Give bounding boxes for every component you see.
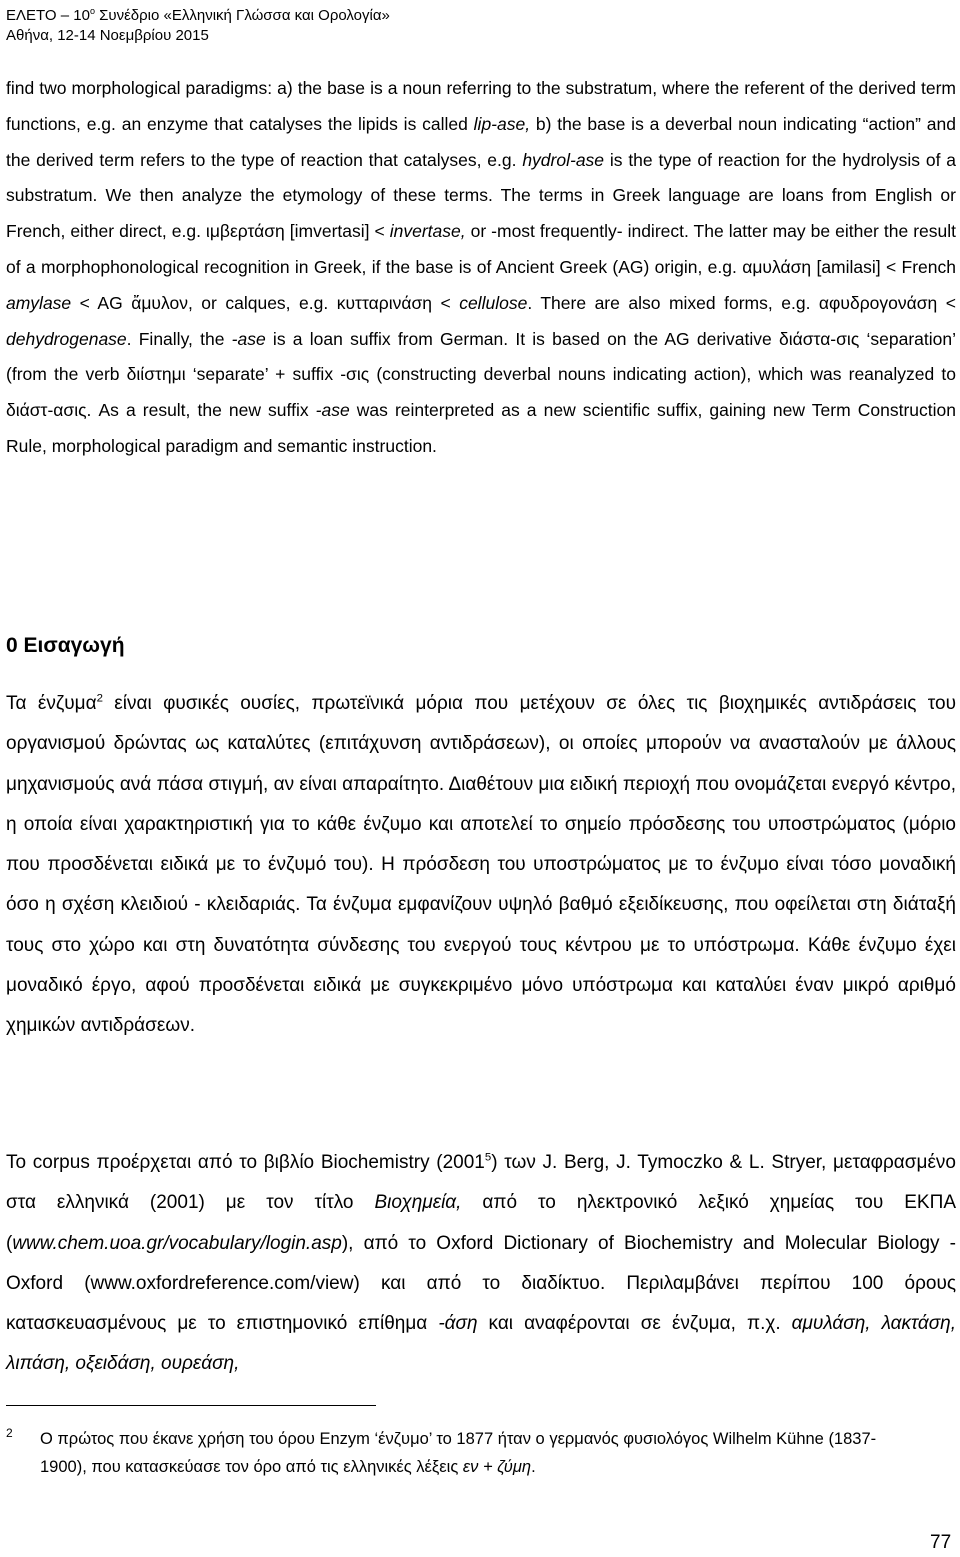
abstract-text: . There are also mixed forms, e.g. αφυδρογονάση < [527, 292, 956, 313]
abstract-paragraph [6, 71, 956, 465]
body-text: είναι φυσικές ουσίες, πρωτεϊνικά μόρια που μετέχουν σε όλες τις βιοχημικές αντιδράσεις του οργανισμού δρώντας ως καταλύτες (επιτάχυνση αντιδράσεων), οι οποίες μπορούν να ανασταλούν με άλλους μηχανισμούς ανά πάσα στιγμή, αν είναι απαραίτητο. Διαθέτουν μια ειδική περιοχή που ονομάζεται ενεργό κέντρο, η οποία είναι χαρακτηριστική για το κάθε ένζυμο και αποτελεί το σημείο πρόσδεσης του υποστρώματος (μόριο που προσδένεται ειδικά με το ένζυμό του). Η πρόσδεση του υποστρώματος με το ένζυμο είναι τόσο μοναδική όσο η σχέση κλειδιού - κλειδαριάς. Τα ένζυμα εμφανίζουν υψηλό βαθμό εξειδίκευσης, που οφείλεται στη διάταξή τους στο χώρο και στη δυνατότητα σύνδεσης του ενεργού τους κέντρου με το υπόστρωμα. Κάθε ένζυμο έχει μοναδικό έργο, αφού προσδένεται ειδικά με συγκεκριμένο μόνο υπόστρωμα και καταλύει έναν μικρό αριθμό χημικών αντιδράσεων. [6, 693, 956, 1037]
footnote-text-a: Ο πρώτος που έκανε χρήση του όρου Enzym ‘ένζυμο’ το 1877 ήταν ο γερμανός φυσιολόγος Wilhelm Kühne (1837-1900), που κατασκεύασε τον όρο από τις ελληνικές λέξεις [40, 1430, 877, 1476]
body-paragraph-enzymes [6, 684, 956, 1047]
abstract-term: invertase, [389, 221, 466, 242]
abstract-term: -ase [315, 400, 350, 421]
footnote-divider [6, 1405, 376, 1406]
footnote-text [6, 1425, 906, 1481]
footnote [6, 1425, 906, 1481]
book-title: Βιοχημεία, [374, 1192, 462, 1214]
body-text: και αναφέρονται σε ένζυμα, π.χ. [477, 1313, 792, 1335]
footnote-text-b: . [531, 1458, 536, 1476]
header-text-b: Συνέδριο «Ελληνική Γλώσσα και Ορολογία» [94, 7, 390, 24]
body-text: ), από το Oxford Dictionary of Biochemistry and Molecular Biology - Oxford (www.oxfordreference.com/view) και από το διαδίκτυο. Περιλαμβάνει περίπου 100 όρους κατασκευασμένους με το επιστημονικό επίθημα [6, 1232, 956, 1335]
example-terms: αμυλάση, λακτάση, λιπάση, οξειδάση, ουρεάση, [6, 1313, 956, 1375]
page-header [6, 6, 390, 46]
edition-superscript: 5 [484, 1151, 492, 1164]
abstract-term: hydrol-ase [522, 149, 605, 170]
abstract-text: was reinterpreted as a new scientific suffix, gaining new Term Construction Rule, morphological paradigm and semantic instruction. [6, 400, 956, 456]
footnote-number: 2 [6, 1426, 13, 1440]
body-text: Τα ένζυμα [6, 693, 97, 714]
abstract-text: . Finally, the [126, 328, 232, 349]
footnote-marker: 2 [96, 692, 103, 705]
abstract-term: -ase [231, 328, 266, 349]
abstract-text: is a loan suffix from German. It is based on the AG derivative διάστα-σις ‘separation’ (from the verb διίστημι ‘separate’ + suffix -σις (constructing deverbal nouns indicating action), which was reanalyzed to διάστ-ασις. As a result, the new suffix [6, 328, 956, 421]
abstract-text: find two morphological paradigms: a) the base is a noun referring to the substratum, where the referent of the derived term functions, e.g. an enzyme that catalyses the lipids is called [6, 78, 956, 134]
header-date-line: Αθήνα, 12-14 Νοεμβρίου 2015 [6, 27, 209, 44]
url-text: www.chem.uoa.gr/vocabulary/login.asp [12, 1232, 342, 1254]
header-text-a: ΕΛΕΤΟ – 10 [6, 7, 90, 24]
footnote-italic: εν + ζύμη [462, 1458, 532, 1476]
body-text: από το ηλεκτρονικό λεξικό χημείας του ΕΚΠΑ ( [6, 1192, 956, 1254]
page-number: 77 [930, 1532, 952, 1553]
abstract-term: amylase [6, 292, 72, 313]
abstract-text: is the type of reaction for the hydrolysis of a substratum. We then analyze the etymology of these terms. The terms in Greek language are loans from English or French, either direct, e.g. ιμβερτάση [imvertasi] < [6, 149, 957, 242]
abstract-text: < AG ἄμυλον, or calques, e.g. κυτταρινάση < [71, 292, 460, 313]
header-superscript: ο [89, 6, 95, 16]
suffix-term: -άση [438, 1313, 478, 1335]
body-text: Το corpus προέρχεται από το βιβλίο Biochemistry (2001 [6, 1152, 485, 1173]
section-heading: 0 Εισαγωγή [6, 634, 125, 657]
header-conference-line [6, 6, 390, 26]
abstract-term: dehydrogenase [6, 328, 127, 349]
abstract-term: cellulose [459, 292, 528, 313]
abstract-text: b) the base is a deverbal noun indicating “action” and the derived term refers to the type of reaction that catalyses, e.g. [6, 113, 956, 170]
abstract-text: or -most frequently- indirect. The latter may be either the result of a morphophonological recognition in Greek, if the base is of Ancient Greek (AG) origin, e.g. αμυλάση [amilasi] < French [6, 221, 956, 277]
body-paragraph-corpus [6, 1143, 956, 1385]
body-text: ) των J. Berg, J. Tymoczko & L. Stryer, μεταφρασμένο στα ελληνικά (2001) με τον τίτλο [6, 1152, 956, 1214]
abstract-term: lip-ase, [473, 113, 531, 134]
